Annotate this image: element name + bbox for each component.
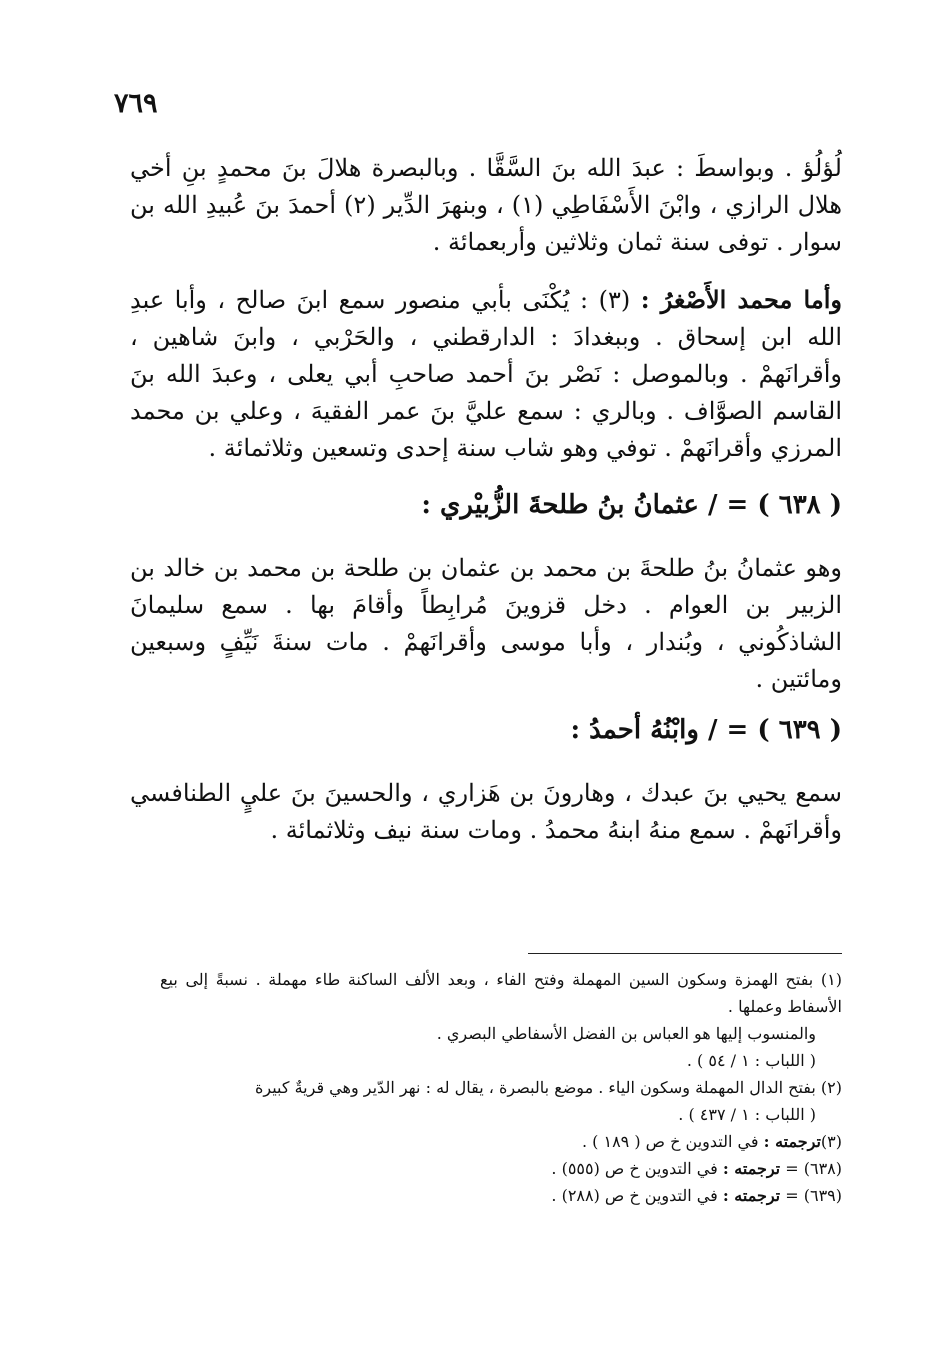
footnote [160, 1182, 842, 1209]
footnote-reference: ( اللباب : ١ / ٥٤ ) . [686, 1051, 816, 1070]
paragraph-lead: وأما محمد الأَصْغرُ : [640, 285, 842, 314]
footnote-label: ترجمته : [763, 1132, 821, 1151]
paragraph-text: (٣) : يُكْنَى بأبي منصور سمع ابنَ صالح ، وأبا عبدِ الله ابن إسحاق . وببغدادَ : الدارقطني ، والحَرْبي ، وابنَ شاهين ، وأقرانَهمْ . وبالموصل : نَصْر بنَ أحمد صاحبِ أبي يعلى ، وعبدَ الله بنَ القاسم الصوَّاف . وبالري : سمع عليَّ بنَ عمر الفقيهَ ، وعلي بن محمد المرزي وأقرانَهمْ . توفي وهو شاب سنة إحدى وتسعين وثلاثمائة . [130, 286, 842, 462]
main-text [130, 150, 842, 869]
footnote-marker: (٦٣٨) = [780, 1159, 842, 1178]
footnote [160, 1155, 842, 1182]
footnote-continuation: والمنسوب إليها هو العباس بن الفضل الأسفاطي البصري . [436, 1024, 816, 1043]
footnote-marker: (٣) [820, 1132, 842, 1151]
entry-text: سمع يحيي بنَ عبدك ، وهارونَ بن هَزاري ، والحسينَ بنَ عليٍ الطنافسي وأقرانَهمْ . سمع منهُ ابنهُ محمدُ . ومات سنة نيف وثلاثمائة . [130, 779, 842, 844]
paragraph [130, 281, 842, 467]
footnote-divider [528, 953, 842, 954]
footnote: (٢) بفتح الدال المهملة وسكون الياء . موضع بالبصرة ، يقال له : نهر الدّير وهي قريةٌ كبيرة [255, 1078, 842, 1097]
entry-heading: ( ٦٣٩ ) = / وابْنُهُ أحمدُ : [570, 715, 842, 745]
page-number: ٧٦٩ [114, 88, 158, 119]
paragraph: لُؤلُؤ . وبواسطَ : عبدَ الله بنَ السَّقَّا . وبالبصرة هلالَ بنَ محمدٍ بنِ أخي هلال الرازي ، وابْنَ الأَسْفَاطِي (١) ، وبنهرَ الدِّير (٢) أحمدَ بنَ عُبيدِ الله بن سوار . توفى سنة ثمان وثلاثين وأربعمائة . [130, 154, 842, 256]
footnote-reference: ( اللباب : ١ / ٤٣٧ ) . [678, 1105, 816, 1124]
footnote-text: في التدوين خ ص (٥٥٥) . [551, 1159, 723, 1178]
footnote-marker: (٦٣٩) = [780, 1186, 842, 1205]
footnote-text: في التدوين خ ص (٢٨٨) . [551, 1186, 723, 1205]
footnote-label: ترجمته : [722, 1159, 781, 1178]
entry-heading: ( ٦٣٨ ) = / عثمانُ بنُ طلحةَ الزُّبيْري : [421, 490, 842, 520]
footnotes [160, 966, 842, 1209]
footnote [160, 1128, 842, 1155]
footnote-text: في التدوين خ ص ( ١٨٩ ) . [581, 1132, 764, 1151]
footnote-label: ترجمته : [722, 1186, 781, 1205]
footnote: (١) بفتح الهمزة وسكون السين المهملة وفتح الفاء ، وبعد الألف الساكنة طاء مهملة . نسبةً إلى بيع الأسفاط وعملها . [160, 970, 842, 1016]
entry-text: وهو عثمانُ بنُ طلحةَ بن محمد بن عثمان بن طلحة بن محمد بن خالد بن الزبير بن العوام . دخل قزوينَ مُرابِطاً وأقامَ بها . سمع سليمانَ الشاذكُوني ، وبُندار ، وأبا موسى وأقرانَهمْ . مات سنةَ نَيِّفٍ وسبعين ومائتين . [130, 554, 843, 693]
